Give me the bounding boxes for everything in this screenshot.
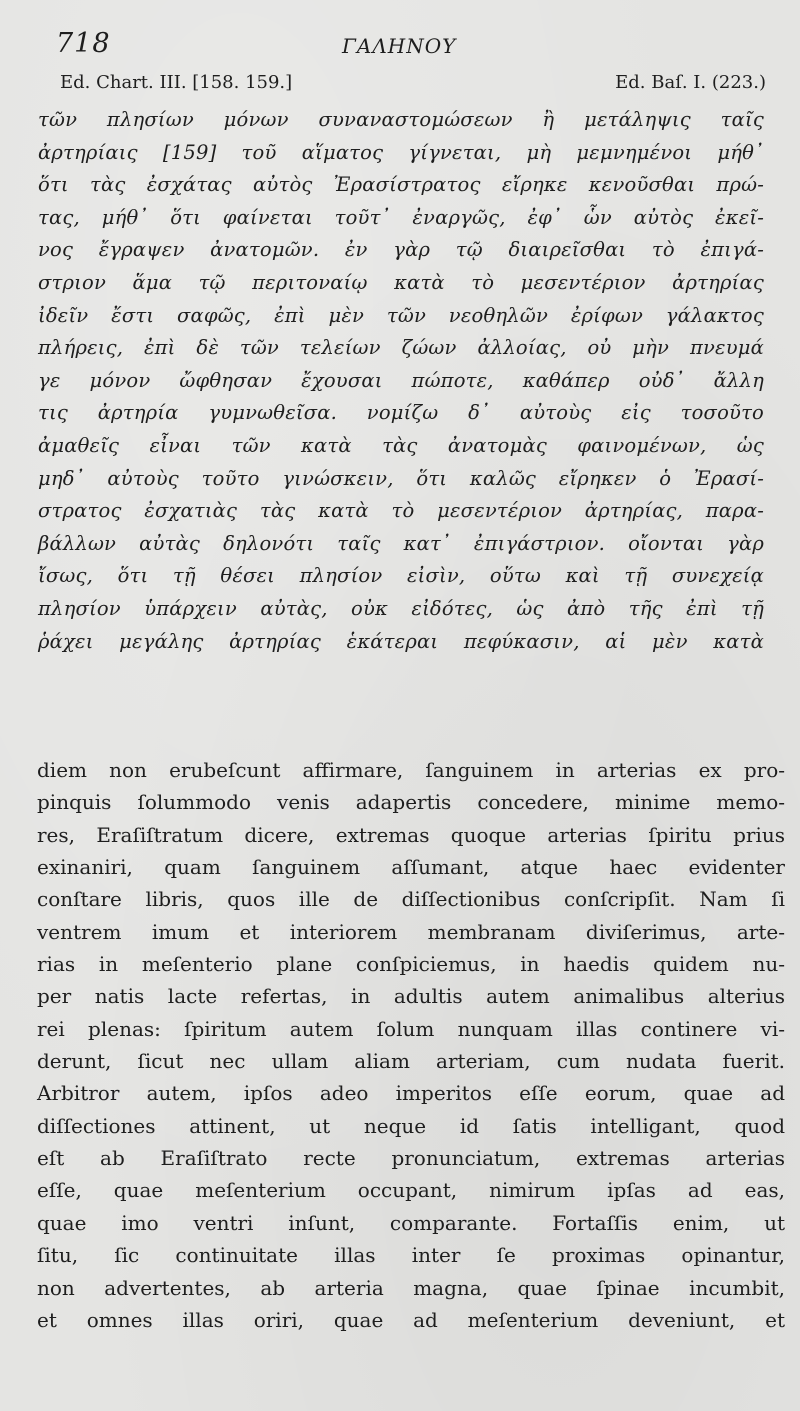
greek-text-line: τις ἀρτηρία γυμνωθεῖσα. νομίζω δ᾽ αὐτοὺς εἰς τοσοῦτο [38, 401, 764, 425]
latin-text-line: non advertentes, ab arteria magna, quae ſpinae incumbit, [37, 1275, 785, 1300]
latin-text-line: res, Eraſiſtratum dicere, extremas quoque arterias ſpiritu prius [37, 822, 785, 847]
latin-text-line: eſt ab Eraſiſtrato recte pronunciatum, extremas arterias [37, 1146, 785, 1171]
page-number: 718 [56, 28, 111, 59]
latin-text-line: ſitu, ſic continuitate illas inter ſe proximas opinantur, [37, 1243, 785, 1268]
edition-reference [60, 72, 766, 98]
latin-text-block [37, 754, 785, 1336]
edition-reference-left: Ed. Chart. III. [158. 159.] [60, 72, 293, 93]
latin-text-line: conſtare libris, quos ille de diſſectionibus conſcripſit. Nam ſi [37, 887, 785, 912]
greek-text-line: τῶν πλησίων μόνων συναναστομώσεων ἢ μετάληψις ταῖς [38, 108, 764, 131]
latin-text-line: et omnes illas oriri, quae ad meſenterium deveniunt, et [37, 1307, 785, 1332]
latin-text-line: exinaniri, quam ſanguinem aſſumant, atque haec evidenter [37, 855, 785, 880]
greek-text-line: ἰδεῖν ἔστι σαφῶς, ἐπὶ μὲν τῶν νεοθηλῶν ἐρίφων γάλακτος [38, 303, 764, 327]
page-header [56, 28, 766, 62]
greek-text-line: πλησίον ὑπάρχειν αὐτὰς, οὐκ εἰδότες, ὡς ἀπὸ τῆς ἐπὶ τῇ [38, 596, 764, 620]
greek-text-line: νος ἔγραψεν ἀνατομῶν. ἐν γὰρ τῷ διαιρεῖσθαι τὸ ἐπιγά- [38, 238, 764, 262]
latin-text-line: pinquis ſolummodo venis adapertis concedere, minime memo- [37, 790, 785, 815]
greek-text-line: πλήρεις, ἐπὶ δὲ τῶν τελείων ζώων ἀλλοίας, οὐ μὴν πνευμά [38, 336, 764, 360]
latin-text-line: per natis lacte refertas, in adultis autem animalibus alterius [37, 984, 785, 1009]
greek-text-line: ὅτι τὰς ἐσχάτας αὐτὸς Ἐρασίστρατος εἴρηκε κενοῦσθαι πρώ- [38, 173, 764, 197]
latin-text-line: derunt, ſicut nec ullam aliam arteriam, cum nudata fuerit. [37, 1049, 785, 1074]
latin-text-line: Arbitror autem, ipſos adeo imperitos eſſe eorum, quae ad [37, 1081, 785, 1106]
latin-text-line: quae imo ventri inſunt, comparante. Fortaſſis enim, ut [37, 1210, 785, 1235]
greek-text-line: ἀρτηρίαις [159] τοῦ αἵματος γίγνεται, μὴ μεμνημένοι μήθ᾽ [38, 140, 764, 164]
greek-text-line: ἀμαθεῖς εἶναι τῶν κατὰ τὰς ἀνατομὰς φαινομένων, ὡς [38, 433, 764, 457]
greek-text-line: μηδ᾽ αὐτοὺς τοῦτο γινώσκειν, ὅτι καλῶς εἴρηκεν ὁ Ἐρασί- [38, 466, 764, 490]
latin-text-line: rei plenas: ſpiritum autem ſolum nunquam illas continere vi- [37, 1016, 785, 1041]
edition-reference-right: Ed. Baſ. I. (223.) [615, 72, 766, 93]
greek-text-line: βάλλων αὐτὰς δηλονότι ταῖς κατ᾽ ἐπιγάστριον. οἴονται γὰρ [38, 531, 764, 555]
greek-text-line: ῥάχει μεγάλης ἀρτηρίας ἑκάτεραι πεφύκασιν, αἱ μὲν κατὰ [38, 629, 764, 653]
latin-text-line: rias in meſenterio plane conſpiciemus, in haedis quidem nu- [37, 952, 785, 977]
latin-text-line: diem non erubeſcunt affirmare, ſanguinem in arterias ex pro- [37, 758, 785, 782]
latin-text-line: ventrem imum et interiorem membranam diviſerimus, arte- [37, 919, 785, 944]
greek-text-line: ἴσως, ὅτι τῇ θέσει πλησίον εἰσὶν, οὕτω καὶ τῇ συνεχείᾳ [38, 564, 764, 588]
running-title: ΓΑΛΗΝΟΥ [342, 34, 457, 58]
latin-text-line: eſſe, quae meſenterium occupant, nimirum ipſas ad eas, [37, 1178, 785, 1203]
greek-text-line: στρατος ἐσχατιὰς τὰς κατὰ τὸ μεσεντέριον ἀρτηρίας, παρα- [38, 499, 764, 523]
greek-text-block [38, 104, 764, 658]
greek-text-line: γε μόνον ὤφθησαν ἔχουσαι πώποτε, καθάπερ οὐδ᾽ ἄλλη [38, 368, 764, 392]
greek-text-line: στριον ἅμα τῷ περιτοναίῳ κατὰ τὸ μεσεντέριον ἀρτηρίας [38, 270, 764, 294]
greek-text-line: τας, μήθ᾽ ὅτι φαίνεται τοῦτ᾽ ἐναργῶς, ἐφ᾽ ὧν αὐτὸς ἐκεῖ- [38, 205, 764, 229]
latin-text-line: diſſectiones attinent, ut neque id ſatis intelligant, quod [37, 1113, 785, 1138]
